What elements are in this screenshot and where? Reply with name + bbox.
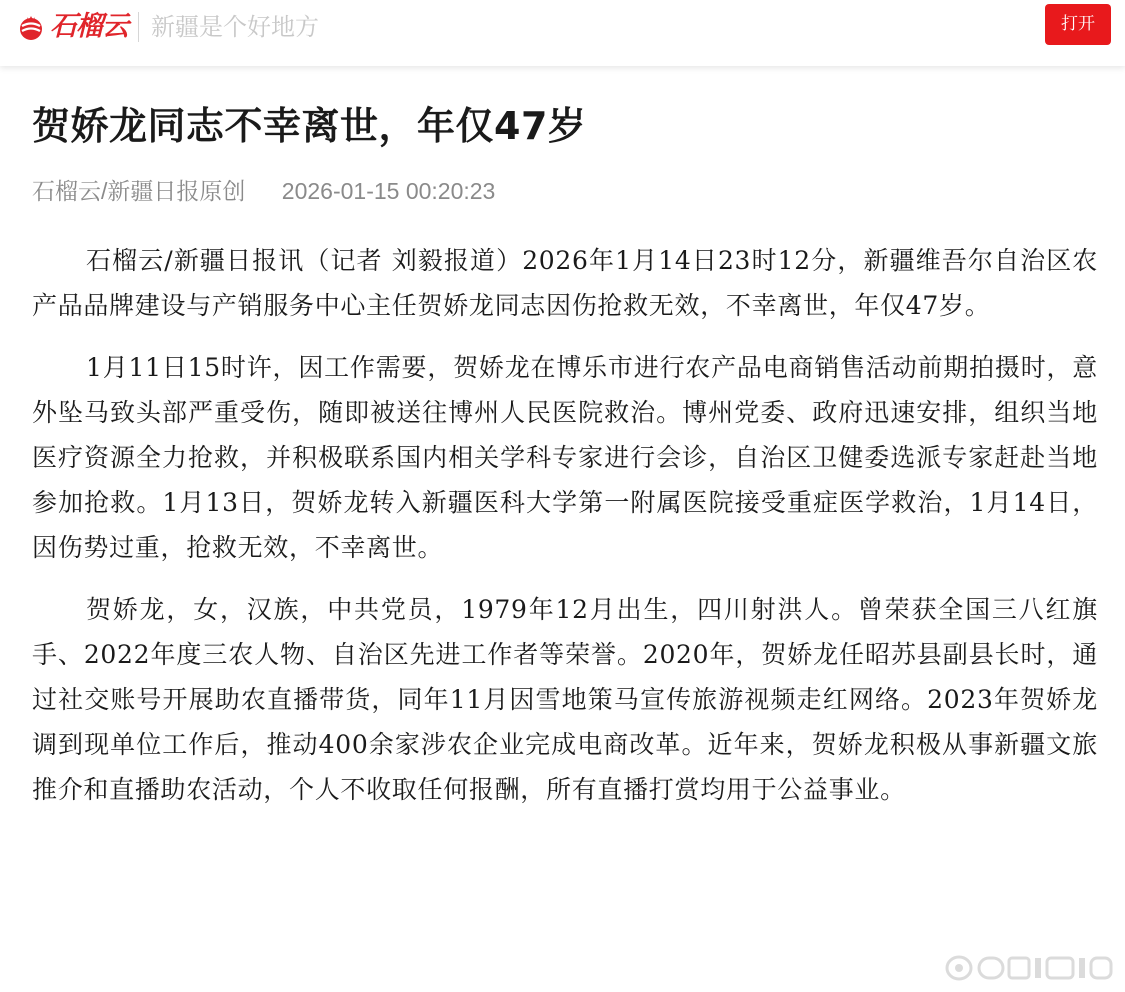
article-source: 石榴云/新疆日报原创 xyxy=(32,178,246,204)
article-datetime: 2026-01-15 00:20:23 xyxy=(281,178,496,204)
article-paragraph: 石榴云/新疆日报讯（记者 刘毅报道）2026年1月14日23时12分，新疆维吾尔自治区农产品品牌建设与产销服务中心主任贺娇龙同志因伤抢救无效，不幸离世，年仅47岁。 xyxy=(32,246,1098,320)
slogan: 新疆是个好地方 xyxy=(151,13,319,41)
article-paragraph: 1月11日15时许，因工作需要，贺娇龙在博乐市进行农产品电商销售活动前期拍摄时，意外坠马致头部严重受伤，随即被送往博州人民医院救治。博州党委、政府迅速安排，组织当地医疗资源全力抢救，并积极联系国内相关学科专家进行会诊，自治区卫健委选派专家赶赴当地参加抢救。1月13日，贺娇龙转入新疆医科大学第一附属医院接受重症医学救治，1月14日，因伤势过重，抢救无效，不幸离世。 xyxy=(32,353,1098,562)
article-meta xyxy=(32,176,1098,206)
article-paragraph: 贺娇龙，女，汉族，中共党员，1979年12月出生，四川射洪人。曾荣获全国三八红旗手、2022年度三农人物、自治区先进工作者等荣誉。2020年，贺娇龙任昭苏县副县长时，通过社交账号开展助农直播带货，同年11月因雪地策马宣传旅游视频走红网络。2023年贺娇龙调到现单位工作后，推动400余家涉农企业完成电商改革。近年来，贺娇龙积极从事新疆文旅推介和直播助农活动，个人不收取任何报酬，所有直播打赏均用于公益事业。 xyxy=(32,595,1098,804)
pomegranate-logo-icon xyxy=(16,12,46,42)
brand-logo[interactable] xyxy=(16,10,319,44)
open-app-button[interactable]: 打开 xyxy=(1045,4,1111,45)
article xyxy=(32,66,1098,812)
logo-text: 石榴云 xyxy=(50,11,128,42)
watermark-logo xyxy=(945,954,1115,982)
article-title: 贺娇龙同志不幸离世，年仅47岁 xyxy=(32,104,587,148)
logo-divider xyxy=(138,12,139,42)
top-bar xyxy=(0,0,1125,66)
